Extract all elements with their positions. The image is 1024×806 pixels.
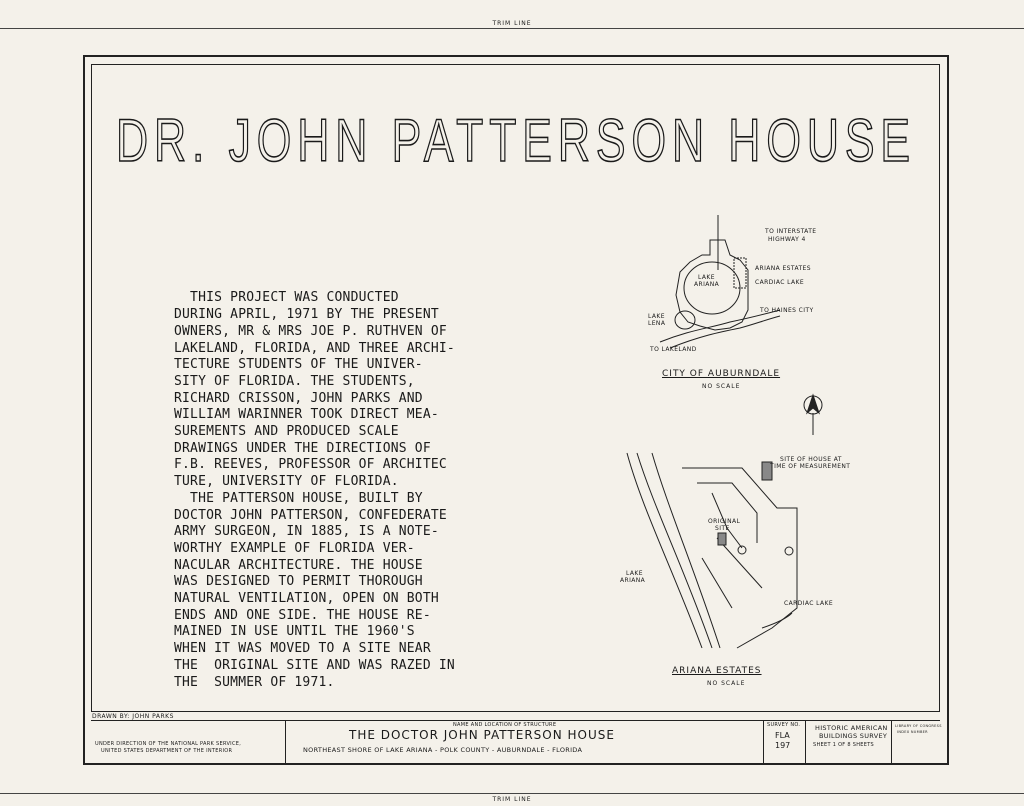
narrative-line: LAKELAND, FLORIDA, AND THREE ARCHI- bbox=[174, 340, 455, 356]
survey-number-2: 197 bbox=[775, 741, 791, 750]
label-lakeland: TO LAKELAND bbox=[650, 346, 697, 353]
narrative-line: DURING APRIL, 1971 BY THE PRESENT bbox=[174, 307, 439, 323]
narrative-line: WILLIAM WARINNER TOOK DIRECT MEA- bbox=[174, 407, 439, 423]
library-line-2: INDEX NUMBER bbox=[897, 730, 928, 734]
narrative-line: TURE, UNIVERSITY OF FLORIDA. bbox=[174, 474, 399, 490]
narrative-line: RICHARD CRISSON, JOHN PARKS AND bbox=[174, 390, 423, 406]
trim-line-label-bottom: TRIM LINE bbox=[492, 796, 532, 803]
city-map-title: CITY OF AUBURNDALE bbox=[662, 369, 781, 379]
narrative-line: THE ORIGINAL SITE AND WAS RAZED IN bbox=[174, 657, 455, 673]
narrative-line: SITY OF FLORIDA. THE STUDENTS, bbox=[174, 373, 415, 389]
narrative-line: NATURAL VENTILATION, OPEN ON BOTH bbox=[174, 591, 439, 607]
estates-map-title: ARIANA ESTATES bbox=[672, 666, 762, 676]
label-site-house-2: TIME OF MEASUREMENT bbox=[770, 463, 851, 470]
narrative-line: WORTHY EXAMPLE OF FLORIDA VER- bbox=[174, 540, 415, 556]
narrative-line: WHEN IT WAS MOVED TO A SITE NEAR bbox=[174, 641, 431, 657]
title-block-divider bbox=[891, 721, 892, 764]
label-lake: LAKE bbox=[698, 274, 715, 281]
title-block-divider bbox=[805, 721, 806, 764]
library-line-1: LIBRARY OF CONGRESS bbox=[895, 724, 942, 728]
narrative-line: THIS PROJECT WAS CONDUCTED bbox=[174, 290, 399, 306]
narrative-line: DOCTOR JOHN PATTERSON, CONFEDERATE bbox=[174, 507, 447, 523]
estates-map-scale: NO SCALE bbox=[707, 680, 746, 687]
narrative-line: MAINED IN USE UNTIL THE 1960'S bbox=[174, 624, 415, 640]
narrative-line: WAS DESIGNED TO PERMIT THOROUGH bbox=[174, 574, 423, 590]
label-original-1: ORIGINAL bbox=[708, 518, 741, 525]
label-ariana: ARIANA bbox=[694, 281, 720, 288]
title-block bbox=[91, 720, 940, 763]
name-caption: NAME AND LOCATION OF STRUCTURE bbox=[453, 722, 557, 728]
label-haines-city: TO HAINES CITY bbox=[760, 307, 814, 314]
title-block-divider bbox=[763, 721, 764, 764]
structure-location: NORTHEAST SHORE OF LAKE ARIANA - POLK COUNTY - AUBURNDALE - FLORIDA bbox=[303, 746, 583, 754]
drawn-by: DRAWN BY: JOHN PARKS bbox=[92, 713, 174, 720]
label-highway: HIGHWAY 4 bbox=[768, 236, 806, 243]
label-lake-lena-1: LAKE bbox=[648, 313, 665, 320]
trim-line-label-top: TRIM LINE bbox=[492, 20, 532, 27]
label-original-2: SITE bbox=[715, 525, 730, 532]
narrative-line: THE PATTERSON HOUSE, BUILT BY bbox=[174, 490, 423, 506]
city-map-scale: NO SCALE bbox=[702, 383, 741, 390]
label-site-house-1: SITE OF HOUSE AT bbox=[780, 456, 842, 463]
label-cardiac-lake: CARDIAC LAKE bbox=[755, 279, 805, 286]
narrative-text bbox=[174, 257, 474, 708]
sheet-title bbox=[112, 105, 920, 177]
narrative-line: ARMY SURGEON, IN 1885, IS A NOTE- bbox=[174, 524, 439, 540]
sheet-number: SHEET 1 OF 8 SHEETS bbox=[813, 742, 875, 748]
label-estates-lake-1: LAKE bbox=[626, 570, 643, 577]
narrative-line: THE SUMMER OF 1971. bbox=[174, 674, 335, 690]
label-estates-lake-2: ARIANA bbox=[620, 577, 646, 584]
narrative-line: F.B. REEVES, PROFESSOR OF ARCHITEC bbox=[174, 457, 447, 473]
narrative-line: DRAWINGS UNDER THE DIRECTIONS OF bbox=[174, 440, 431, 456]
habs-line-1: HISTORIC AMERICAN bbox=[815, 724, 888, 732]
narrative-line: ENDS AND ONE SIDE. THE HOUSE RE- bbox=[174, 607, 431, 623]
survey-number-1: FLA bbox=[775, 731, 790, 740]
estates-map bbox=[612, 448, 822, 658]
survey-caption: SURVEY NO. bbox=[767, 722, 801, 728]
label-lake-lena-2: LENA bbox=[648, 320, 666, 327]
title-block-divider bbox=[285, 721, 286, 764]
label-estates-cardiac: CARDIAC LAKE bbox=[784, 600, 834, 607]
nps-line-2: UNITED STATES DEPARTMENT OF THE INTERIOR bbox=[101, 748, 233, 754]
structure-name: THE DOCTOR JOHN PATTERSON HOUSE bbox=[349, 728, 615, 742]
title-text: DR. JOHN PATTERSON HOUSE bbox=[116, 107, 916, 174]
narrative-line: TECTURE STUDENTS OF THE UNIVER- bbox=[174, 357, 423, 373]
habs-line-2: BUILDINGS SURVEY bbox=[819, 732, 888, 740]
narrative-line: OWNERS, MR & MRS JOE P. RUTHVEN OF bbox=[174, 323, 447, 339]
nps-line-1: UNDER DIRECTION OF THE NATIONAL PARK SERVICE, bbox=[95, 741, 242, 747]
trim-line-bottom bbox=[0, 793, 1024, 794]
north-arrow-icon bbox=[798, 393, 828, 437]
narrative-line: NACULAR ARCHITECTURE. THE HOUSE bbox=[174, 557, 423, 573]
trim-line-top bbox=[0, 28, 1024, 29]
label-interstate: TO INTERSTATE bbox=[765, 228, 817, 235]
narrative-line: SUREMENTS AND PRODUCED SCALE bbox=[174, 424, 399, 440]
label-ariana-estates: ARIANA ESTATES bbox=[755, 265, 811, 272]
